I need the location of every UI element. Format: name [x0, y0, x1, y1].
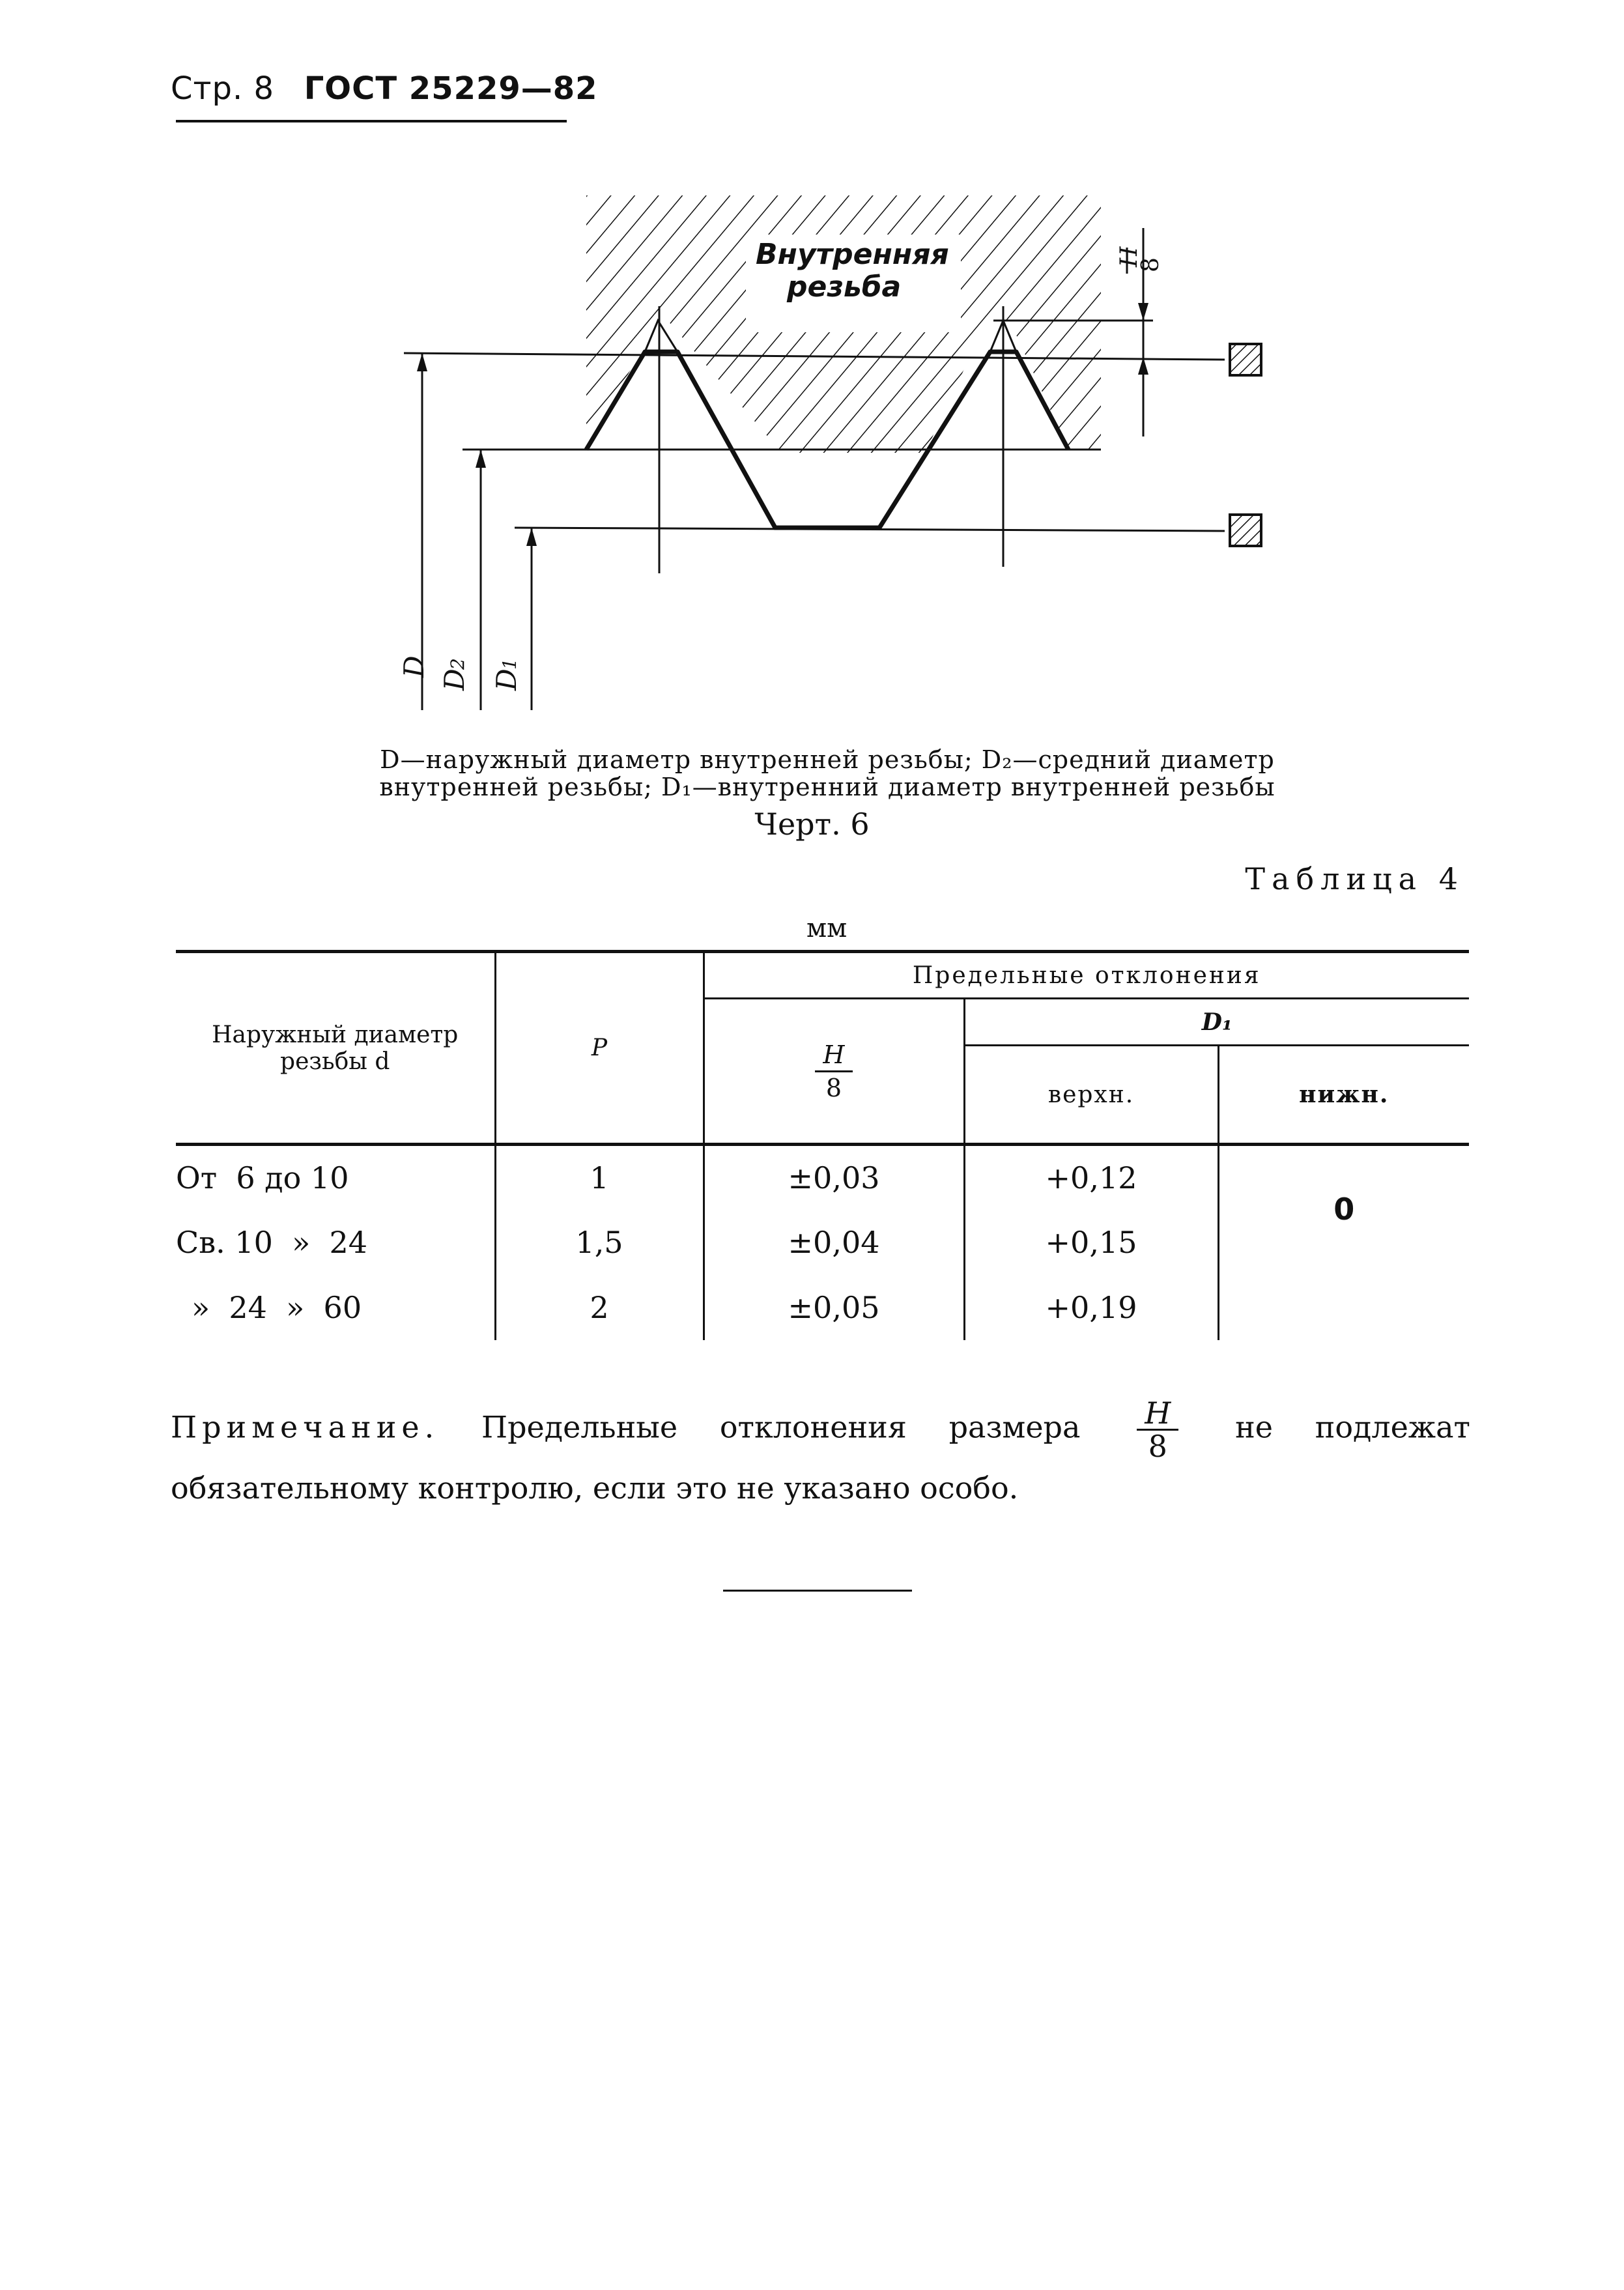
dim-D1-arrow — [526, 528, 537, 546]
header-h8-num: H — [815, 1039, 852, 1072]
header-d1-text: D₁ — [1201, 1008, 1232, 1036]
page-header — [171, 70, 616, 107]
header-rule — [176, 120, 567, 122]
row-1-pitch: 1 — [495, 1145, 704, 1210]
note-text-after: не подлежат обязательному контролю, если это не указано особо. — [171, 1409, 1470, 1506]
header-pitch-text: P — [591, 1035, 608, 1061]
thread-profile-drawing — [365, 176, 1290, 730]
caption-line-2: внутренней резьбы; D₁—внутренний диаметр внутренней резьбы — [379, 773, 1275, 801]
figure-caption — [365, 746, 1290, 801]
row-1-range: От 6 до 10 — [176, 1145, 495, 1210]
row-2-upper: +0,15 — [964, 1210, 1218, 1275]
header-deviations — [704, 952, 1469, 999]
row-3-pitch: 2 — [495, 1275, 704, 1340]
deviation-table — [176, 950, 1469, 1340]
end-rule — [723, 1590, 912, 1592]
figure-title: Черт. 6 — [754, 807, 870, 842]
header-d1 — [964, 999, 1469, 1046]
row-3-range: » 24 » 60 — [176, 1275, 495, 1340]
header-deviations-text: Предельные отклонения — [912, 962, 1261, 989]
header-diameter — [176, 952, 495, 1145]
table-title: Таблица 4 — [1245, 861, 1464, 896]
dim-H8-label-8: 8 — [1137, 257, 1164, 272]
label-D2: D — [438, 668, 470, 691]
header-h8-den: 8 — [825, 1073, 842, 1102]
note-frac-den: 8 — [1148, 1429, 1167, 1464]
label-D: D — [398, 655, 430, 678]
note-frac-num: H — [1137, 1397, 1178, 1431]
label-D1-sub: 1 — [499, 658, 520, 670]
standard-code: ГОСТ 25229—82 — [304, 70, 598, 107]
hatch-label-line1: Внутренняя — [756, 238, 949, 271]
dim-D2-arrow — [476, 450, 486, 468]
caption-line-1: D—наружный диаметр внутренней резьбы; D₂—средний диаметр — [380, 745, 1275, 774]
row-2-h8: ±0,04 — [704, 1210, 964, 1275]
header-h8 — [704, 999, 964, 1145]
header-diameter-text: Наружный диаметр резьбы d — [212, 1021, 459, 1075]
row-1-upper: +0,12 — [964, 1145, 1218, 1210]
row-3-upper: +0,19 — [964, 1275, 1218, 1340]
row-3-h8: ±0,05 — [704, 1275, 964, 1340]
header-pitch — [495, 952, 704, 1145]
table-row — [176, 1145, 1469, 1210]
note-label: Примечание. — [171, 1409, 440, 1445]
header-lower-text: нижн. — [1299, 1081, 1389, 1108]
row-2-range: Св. 10 » 24 — [176, 1210, 495, 1275]
tolerance-box-bottom — [1230, 515, 1261, 546]
header-lower — [1218, 1046, 1469, 1145]
header-upper-text: верхн. — [1047, 1081, 1135, 1108]
row-2-pitch: 1,5 — [495, 1210, 704, 1275]
label-D1: D — [491, 668, 522, 691]
row-1-h8: ±0,03 — [704, 1145, 964, 1210]
table-note — [171, 1397, 1470, 1514]
page-number: Стр. 8 — [171, 70, 274, 107]
note-text-before: Предельные отклонения размера — [481, 1409, 1081, 1445]
tolerance-box-top — [1230, 344, 1261, 375]
header-upper — [964, 1046, 1218, 1145]
dim-H8-label-h: H — [1116, 246, 1143, 267]
hatch-label-line2: резьба — [787, 270, 902, 304]
dim-H8-arrow-top — [1138, 303, 1148, 321]
dim-D-arrow — [417, 353, 427, 371]
table-units: мм — [806, 913, 848, 943]
lower-deviation-value: 0 — [1333, 1192, 1355, 1227]
label-D2-sub: 2 — [447, 658, 468, 670]
